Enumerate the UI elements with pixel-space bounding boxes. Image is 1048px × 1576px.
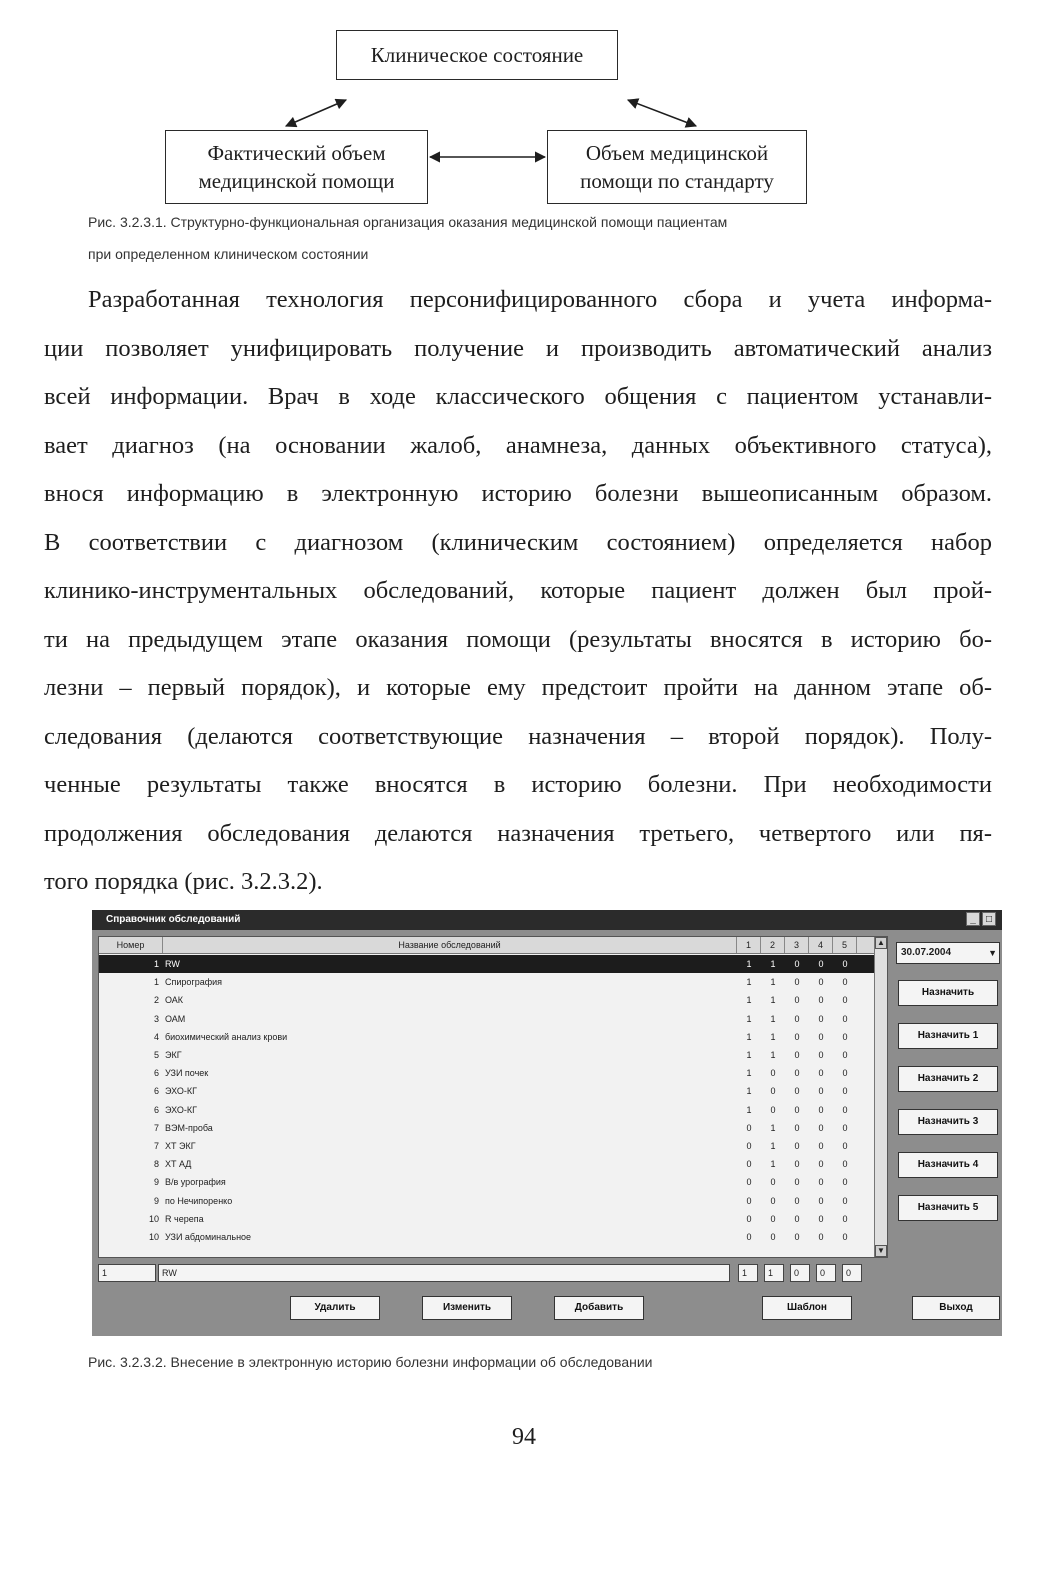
row-exam-name: ЭХО-КГ: [165, 1086, 197, 1097]
row-number: 6: [153, 1068, 159, 1079]
row-order-4-value: 0: [818, 1031, 824, 1042]
col-order-4-header[interactable]: 4: [809, 937, 833, 953]
row-order-5-value: 0: [842, 1031, 848, 1042]
row-order-4-value: 0: [818, 1159, 824, 1170]
edit-number-field[interactable]: 1: [98, 1264, 156, 1282]
row-exam-name: биохимический анализ крови: [165, 1031, 288, 1042]
table-row[interactable]: [99, 1010, 877, 1028]
col-order-1-header[interactable]: 1: [737, 937, 761, 953]
row-order-3-value: 0: [794, 1013, 800, 1024]
para-line: вает диагноз (на основании жалоб, анамнеза, данных объективного статуса),: [44, 431, 992, 459]
row-order-2-value: 1: [770, 977, 776, 988]
add-button[interactable]: Добавить: [554, 1296, 644, 1320]
assign-button-1[interactable]: Назначить 1: [898, 1023, 998, 1049]
row-order-1-value: 1: [746, 995, 752, 1006]
row-order-3-value: 0: [794, 1104, 800, 1115]
row-order-2-value: 1: [770, 1013, 776, 1024]
row-order-2-value: 1: [770, 1141, 776, 1151]
row-order-5-value: 0: [842, 1213, 848, 1224]
row-number: 1: [153, 977, 159, 988]
edit-order-2-field[interactable]: 1: [764, 1264, 784, 1282]
row-order-2-value: 0: [770, 1213, 776, 1224]
row-order-3-value: 0: [794, 1086, 800, 1097]
row-order-5-value: 0: [842, 1141, 848, 1151]
row-order-2-value: 0: [770, 1086, 776, 1097]
template-button[interactable]: Шаблон: [762, 1296, 852, 1320]
body-paragraph: [44, 276, 992, 907]
top-box-text: Клиническое состояние: [370, 43, 584, 67]
row-order-2-value: 1: [770, 995, 776, 1006]
table-header: [99, 937, 877, 954]
row-order-2-value: 1: [770, 1159, 776, 1170]
para-line: ции позволяет унифицировать получение и производить автоматический анализ: [44, 334, 992, 362]
row-exam-name: R черепа: [165, 1213, 204, 1224]
table-row[interactable]: [99, 1064, 877, 1082]
table-row[interactable]: [99, 1101, 877, 1119]
row-order-1-value: 0: [746, 1122, 752, 1133]
assign-button-4[interactable]: Назначить 4: [898, 1152, 998, 1178]
para-line: следования (делаются соответствующие назначения – второй порядок). Полу-: [44, 722, 992, 750]
row-order-1-value: 0: [746, 1141, 752, 1151]
exam-directory-window: [92, 910, 1002, 1336]
row-number: 10: [148, 1232, 159, 1242]
caption-1-line-1: Рис. 3.2.3.1. Структурно-функциональная организация оказания медицинской помощи пациентам: [88, 214, 728, 230]
row-order-4-value: 0: [818, 1086, 824, 1097]
row-order-1-value: 1: [746, 1104, 752, 1115]
row-order-1-value: 0: [746, 1177, 752, 1188]
row-order-4-value: 0: [818, 1104, 824, 1115]
row-order-3-value: 0: [794, 1232, 800, 1242]
row-order-5-value: 0: [842, 1013, 848, 1024]
row-order-4-value: 0: [818, 1122, 824, 1133]
row-exam-name: ХТ ЭКГ: [165, 1141, 196, 1151]
para-line: внося информацию в электронную историю болезни вышеописанным образом.: [44, 480, 992, 507]
para-line: ченные результаты также вносятся в историю болезни. При необходимости: [44, 771, 992, 798]
row-order-4-value: 0: [818, 977, 824, 988]
table-row[interactable]: [99, 955, 877, 973]
row-number: 2: [153, 995, 159, 1006]
row-exam-name: по Нечипоренко: [165, 1195, 233, 1206]
row-exam-name: В/в урография: [165, 1177, 226, 1188]
row-exam-name: RW: [165, 959, 180, 969]
row-order-1-value: 0: [746, 1232, 752, 1242]
row-order-2-value: 1: [770, 959, 776, 969]
figure-caption-2: Рис. 3.2.3.2. Внесение в электронную историю болезни информации об обследовании: [88, 1354, 653, 1370]
row-order-5-value: 0: [842, 995, 848, 1006]
row-order-5-value: 0: [842, 977, 848, 988]
row-number: 7: [153, 1141, 159, 1151]
row-order-4-value: 0: [818, 1013, 824, 1024]
para-line: Разработанная технология персонифицированного сбора и учета информа-: [88, 286, 992, 313]
row-number: 7: [153, 1122, 159, 1133]
row-number: 5: [153, 1050, 159, 1060]
arrow-left-top: [286, 100, 346, 126]
assign-button-0[interactable]: Назначить: [898, 980, 998, 1006]
row-order-2-value: 1: [770, 1050, 776, 1060]
right-box-line-2: помощи по стандарту: [580, 169, 774, 193]
table-row[interactable]: [99, 1082, 877, 1100]
row-order-4-value: 0: [818, 1050, 824, 1060]
table-row[interactable]: [99, 1228, 877, 1246]
row-order-3-value: 0: [794, 1213, 800, 1224]
table-row[interactable]: [99, 991, 877, 1009]
date-value: 30.07.2004: [901, 947, 952, 958]
row-exam-name: ЭКГ: [165, 1050, 182, 1060]
scroll-down-icon[interactable]: ▼: [875, 1245, 887, 1257]
diagram-arrows: [0, 0, 1048, 220]
window-controls: [966, 912, 996, 926]
row-order-1-value: 0: [746, 1195, 752, 1206]
row-order-4-value: 0: [818, 995, 824, 1006]
row-order-1-value: 1: [746, 1050, 752, 1060]
window-title: Справочник обследований: [106, 914, 241, 925]
window-titlebar: [92, 910, 1002, 930]
row-order-3-value: 0: [794, 1031, 800, 1042]
row-exam-name: УЗИ почек: [165, 1068, 209, 1079]
row-exam-name: Спирография: [165, 977, 223, 988]
row-order-4-value: 0: [818, 1213, 824, 1224]
row-order-3-value: 0: [794, 959, 800, 969]
row-order-1-value: 0: [746, 1213, 752, 1224]
row-order-5-value: 0: [842, 1068, 848, 1079]
row-order-5-value: 0: [842, 1232, 848, 1242]
col-order-5-header[interactable]: 5: [833, 937, 857, 953]
edit-order-1-field[interactable]: 1: [738, 1264, 758, 1282]
row-order-3-value: 0: [794, 1068, 800, 1079]
page-number: 94: [512, 1424, 536, 1450]
row-order-2-value: 0: [770, 1104, 776, 1115]
row-order-3-value: 0: [794, 977, 800, 988]
row-order-1-value: 0: [746, 1159, 752, 1170]
caption-1-line-2: при определенном клиническом состоянии: [88, 246, 369, 262]
maximize-button[interactable]: □: [982, 912, 996, 926]
row-order-1-value: 1: [746, 1031, 752, 1042]
edit-order-3-field[interactable]: 0: [790, 1264, 810, 1282]
row-order-2-value: 0: [770, 1177, 776, 1188]
scroll-up-icon[interactable]: ▲: [875, 937, 887, 949]
edit-button[interactable]: Изменить: [422, 1296, 512, 1320]
para-line: продолжения обследования делаются назначения третьего, четвертого или пя-: [44, 819, 992, 847]
para-line: клинико-инструментальных обследований, которые пациент должен был прой-: [44, 577, 992, 604]
row-order-3-value: 0: [794, 995, 800, 1006]
row-number: 8: [153, 1159, 159, 1170]
row-exam-name: УЗИ абдоминальное: [165, 1232, 252, 1242]
assign-button-2[interactable]: Назначить 2: [898, 1066, 998, 1092]
row-order-4-value: 0: [818, 1068, 824, 1079]
row-order-1-value: 1: [746, 1013, 752, 1024]
row-number: 3: [153, 1013, 159, 1024]
row-order-4-value: 0: [818, 1232, 824, 1242]
table-row[interactable]: [99, 1046, 877, 1064]
row-order-1-value: 1: [746, 977, 752, 988]
para-line: того порядка (рис. 3.2.3.2).: [44, 868, 323, 895]
row-order-2-value: 1: [770, 1122, 776, 1133]
arrow-right-top: [628, 100, 696, 126]
row-exam-name: ОАК: [165, 995, 184, 1006]
para-line: всей информации. Врач в ходе классического общения с пациентом устанавли-: [44, 383, 992, 410]
row-order-1-value: 1: [746, 959, 752, 969]
row-order-5-value: 0: [842, 1104, 848, 1115]
exit-button[interactable]: Выход: [912, 1296, 1000, 1320]
row-order-4-value: 0: [818, 959, 824, 969]
row-order-4-value: 0: [818, 1195, 824, 1206]
row-exam-name: ЭХО-КГ: [165, 1104, 197, 1115]
row-order-3-value: 0: [794, 1141, 800, 1151]
row-order-3-value: 0: [794, 1050, 800, 1060]
edit-order-4-field[interactable]: 0: [816, 1264, 836, 1282]
row-order-5-value: 0: [842, 1086, 848, 1097]
row-number: 9: [153, 1177, 159, 1188]
edit-order-5-field[interactable]: 0: [842, 1264, 862, 1282]
assign-button-5[interactable]: Назначить 5: [898, 1195, 998, 1221]
row-order-5-value: 0: [842, 1177, 848, 1188]
row-number: 10: [148, 1213, 159, 1224]
right-box-line-1: Объем медицинской: [585, 141, 769, 165]
table-row[interactable]: [99, 1119, 877, 1137]
row-exam-name: ВЭМ-проба: [165, 1122, 213, 1133]
minimize-button[interactable]: _: [966, 912, 980, 926]
table-scrollbar[interactable]: [874, 937, 887, 1257]
row-order-4-value: 0: [818, 1177, 824, 1188]
row-number: 4: [153, 1031, 159, 1042]
row-order-1-value: 1: [746, 1068, 752, 1079]
row-order-5-value: 0: [842, 959, 848, 969]
row-order-2-value: 0: [770, 1195, 776, 1206]
left-box-line-2: медицинской помощи: [198, 169, 395, 193]
left-box-line-1: Фактический объем: [207, 141, 386, 165]
table-row[interactable]: [99, 1155, 877, 1173]
row-order-5-value: 0: [842, 1159, 848, 1170]
row-order-2-value: 0: [770, 1232, 776, 1242]
table-row[interactable]: [99, 1210, 877, 1228]
table-row[interactable]: [99, 1137, 877, 1155]
para-line: В соответствии с диагнозом (клиническим состоянием) определяется набор: [44, 528, 992, 556]
exam-table: [98, 936, 888, 1258]
table-row[interactable]: [99, 973, 877, 991]
row-order-2-value: 1: [770, 1031, 776, 1042]
chevron-down-icon[interactable]: ▼: [988, 948, 997, 958]
assign-button-3[interactable]: Назначить 3: [898, 1109, 998, 1135]
figure-caption-1: [88, 210, 988, 266]
table-row[interactable]: [99, 1028, 877, 1046]
row-order-5-value: 0: [842, 1195, 848, 1206]
table-row[interactable]: [99, 1173, 877, 1191]
delete-button[interactable]: Удалить: [290, 1296, 380, 1320]
row-order-5-value: 0: [842, 1122, 848, 1133]
row-exam-name: ОАМ: [165, 1013, 186, 1024]
date-picker[interactable]: [896, 942, 1000, 964]
row-order-5-value: 0: [842, 1050, 848, 1060]
row-order-3-value: 0: [794, 1122, 800, 1133]
row-order-3-value: 0: [794, 1177, 800, 1188]
row-number: 1: [153, 959, 159, 969]
row-order-2-value: 0: [770, 1068, 776, 1079]
row-order-3-value: 0: [794, 1159, 800, 1170]
row-exam-name: ХТ АД: [165, 1159, 192, 1170]
table-row[interactable]: [99, 1192, 877, 1210]
para-line: лезни – первый порядок), и которые ему предстоит пройти на данном этапе об-: [44, 674, 992, 701]
col-name-header[interactable]: Название обследований: [163, 937, 737, 953]
col-order-3-header[interactable]: 3: [785, 937, 809, 953]
para-line: ти на предыдущем этапе оказания помощи (результаты вносятся в историю бо-: [44, 625, 992, 653]
row-order-1-value: 1: [746, 1086, 752, 1097]
row-number: 9: [153, 1195, 159, 1206]
row-order-3-value: 0: [794, 1195, 800, 1206]
row-order-4-value: 0: [818, 1141, 824, 1151]
row-number: 6: [153, 1104, 159, 1115]
col-number-header[interactable]: Номер: [99, 937, 163, 953]
row-number: 6: [153, 1086, 159, 1097]
edit-name-field[interactable]: RW: [158, 1264, 730, 1282]
col-order-2-header[interactable]: 2: [761, 937, 785, 953]
